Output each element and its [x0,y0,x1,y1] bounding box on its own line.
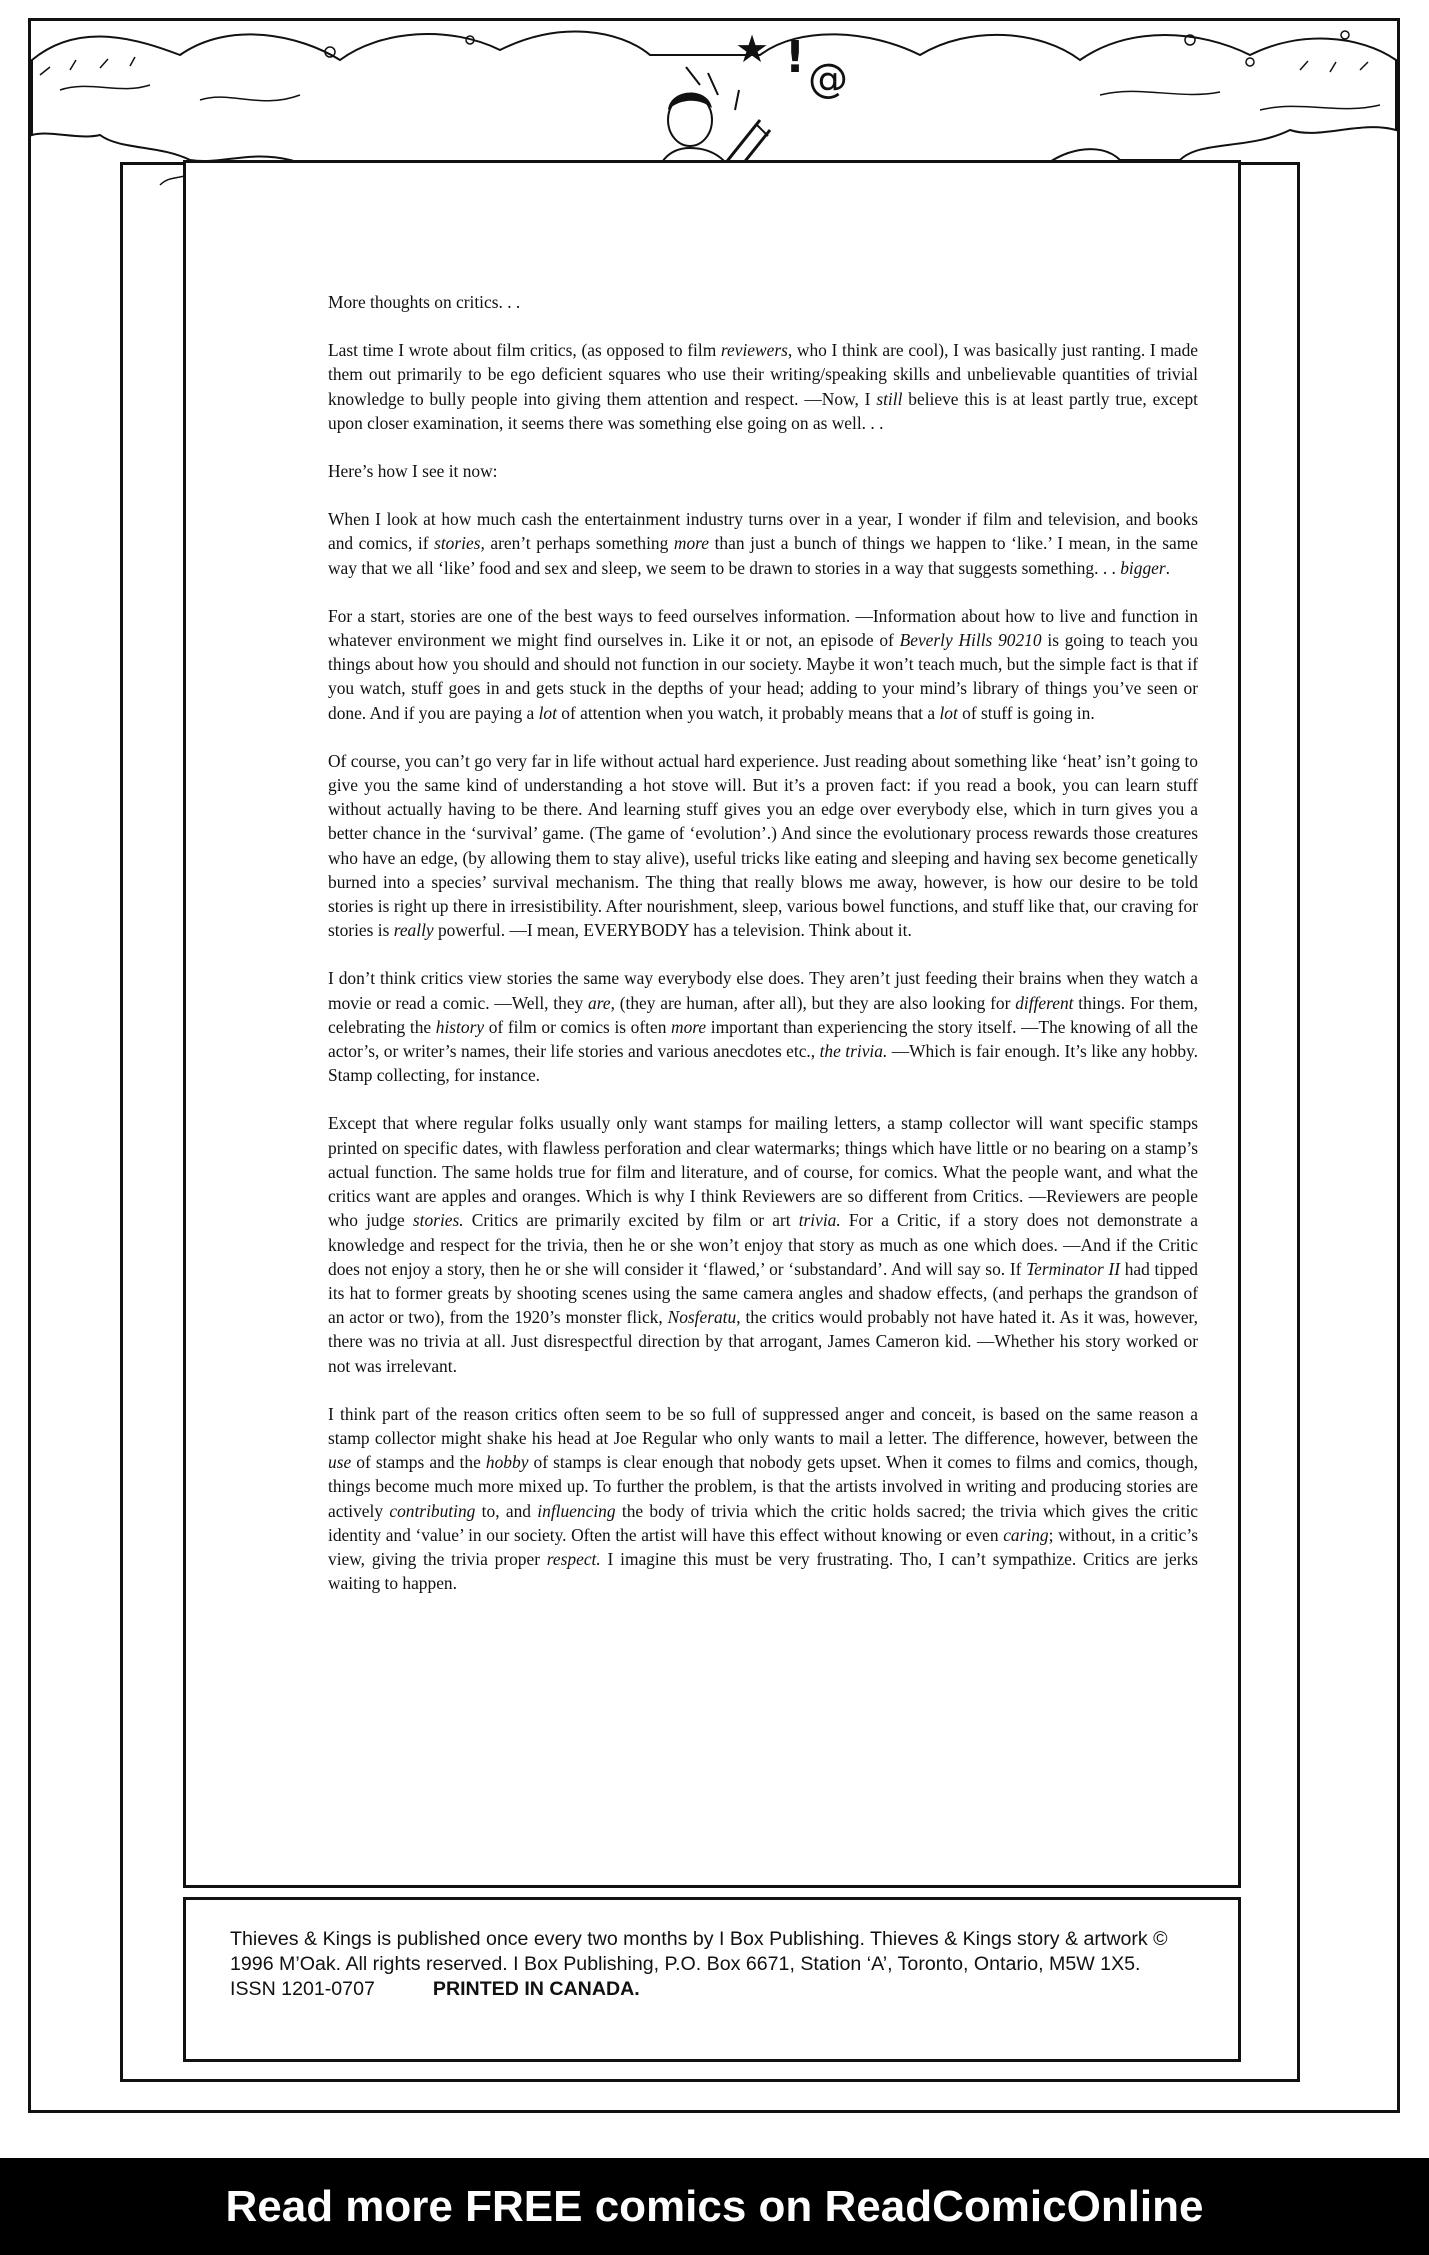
italic-text: trivia. [798,1210,841,1231]
publisher-info: Thieves & Kings is published once every two months by I Box Publishing. Thieves & Kings story & artwork © 1996 M’Oak. All rights reserved. I Box Publishing, P.O. Box 6671, Station ‘A’, Toronto, Ontario, M5W 1X5. ISSN 1201-0707 [230,1928,1168,2000]
paragraph-text: of stuff is going in. [957,702,1095,723]
printed-in-canada: PRINTED IN CANADA. [432,1978,640,2000]
paragraph-text: I imagine this must be very frustrating. Tho, I can’t sympathize. Critics are jerks waiting to happen. [328,1548,1198,1594]
italic-text: stories. [412,1210,464,1231]
paragraph-text: of stamps is clear enough that nobody gets upset. When it comes to films and comics, though, things become much more mixed up. To further the problem, is that the artists involved in writing and producing stories are actively [328,1452,1198,1521]
italic-text: Nosferatu [667,1307,737,1328]
paragraph-text: of attention when you watch, it probably means that a [556,702,940,723]
italic-text: Beverly Hills 90210 [899,630,1042,651]
paragraph-text: Of course, you can’t go very far in life without actual hard experience. Just reading about something like ‘heat’ isn’t going to give you the same kind of understanding a hot stove will. But it’s a proven fact: if you read a book, you can learn stuff without actually having to be there. And learning stuff gives you an edge over everybody else, which in turn gives you a better chance in the ‘survival’ game. (The game of ‘evolution’.) And since the evolutionary process rewards those creatures who have an edge, (by allowing them to stay alive), useful tricks like eating and sleeping and having sex become genetically burned into a species’ survival mechanism. The thing that really blows me away, however, is how our desire to be told stories is right up there in irresistibility. After nourishment, sleep, various bowel functions, and stuff like that, our craving for stories is [328,750,1198,941]
italic-text: lot [939,702,958,723]
paragraph-text: More thoughts on critics. . . [328,292,521,312]
article-paragraph [328,338,1198,435]
article-paragraph [328,749,1198,943]
paragraph-text: aren’t perhaps something [484,533,674,554]
italic-text: hobby [485,1452,529,1473]
paragraph-text: powerful. —I mean, EVERYBODY has a television. Think about it. [433,920,912,941]
italic-text: influencing [537,1500,616,1521]
article-paragraph [328,1402,1198,1596]
italic-text: are [588,992,611,1013]
publisher-notice [230,1927,1190,2002]
paragraph-text: I don’t think critics view stories the same way everybody else does. They aren’t just feeding their brains when they watch a movie or read a comic. —Well, they [328,968,1198,1013]
at-symbol: @ [808,56,848,102]
italic-text: reviewers [720,340,788,361]
italic-text: Terminator II [1026,1258,1121,1279]
italic-text: more [671,1016,707,1037]
italic-text: respect. [546,1548,601,1569]
paragraph-text: . [1165,557,1170,578]
paragraph-text: , (they are human, after all), but they are also looking for [610,992,1016,1013]
paragraph-text: , the critics would probably not have hated it. As it was, however, there was no trivia at all. Just disrespectful direction by that arrogant, James Cameron kid. —Whether his story worked or not was irrelevant. [328,1307,1198,1376]
italic-text: history [435,1016,485,1037]
article-body [328,290,1198,1619]
italic-text: use [328,1452,352,1473]
paragraph-text: , who I think are cool), I was basically just ranting. I made them out primarily to be ego deficient squares who use their writing/speaking skills and unbelievable quantities of trivial knowledge to bully people into giving them attention and respect. —Now, I [328,340,1198,409]
article-paragraph [328,290,1198,314]
italic-text: the trivia. [819,1041,888,1062]
paragraph-text: For a Critic, if a story does not demonstrate a knowledge and respect for the trivia, then he or she won’t enjoy that story as much as one which does. —And if the Critic does not enjoy a story, then he or she will consider it ‘flawed,’ or ‘substandard’. And will say so. If [328,1210,1198,1279]
paragraph-text: When I look at how much cash the entertainment industry turns over in a year, I wonder if film and television, and books and comics, if [328,509,1198,554]
paragraph-text: —Which is fair enough. It’s like any hobby. Stamp collecting, for instance. [328,1041,1198,1086]
paragraph-text: Critics are primarily excited by film or art [463,1210,799,1231]
paragraph-text: had tipped its hat to former greats by shooting scenes using the same camera angles and shadow effects, (and perhaps the grandson of an actor or two), from the 1920’s monster flick, [328,1258,1198,1328]
italic-text: lot [538,702,557,723]
italic-text: caring [1003,1524,1049,1545]
article-paragraph [328,1111,1198,1377]
paragraph-text: than just a bunch of things we happen to ‘like.’ I mean, in the same way that we all ‘like’ food and sex and sleep, we seem to be drawn to stories in a way that suggests something. . . [328,533,1198,578]
article-paragraph [328,459,1198,483]
article-paragraph [328,604,1198,725]
paragraph-text: believe this is at least partly true, except upon closer examination, it seems there was something else going on as well. . . [328,388,1198,433]
paragraph-text: important than experiencing the story itself. —The knowing of all the actor’s, or writer’s names, their life stories and various anecdotes etc., [328,1016,1199,1062]
paragraph-text: I think part of the reason critics often seem to be so full of suppressed anger and conceit, is based on the same reason a stamp collector might shake his head at Joe Regular who only wants to mail a letter. The difference, however, between the [328,1403,1198,1448]
paragraph-text: things. For them, celebrating the [328,992,1199,1037]
italic-text: contributing [389,1500,476,1521]
article-paragraph [328,966,1198,1087]
paragraph-text: Last time I wrote about film critics, (as opposed to film [328,340,721,361]
paragraph-text: Here’s how I see it now: [328,461,498,482]
paragraph-text: ; without, in a critic’s view, giving the trivia proper [328,1524,1198,1569]
italic-text: different [1015,992,1074,1013]
paragraph-text: to, and [475,1500,538,1521]
italic-text: still [876,388,903,409]
italic-text: bigger [1120,557,1166,578]
paragraph-text: For a start, stories are one of the best ways to feed ourselves information. —Information about how to live and function in whatever environment we might find ourselves in. Like it or not, an episode of [328,605,1198,651]
star-symbol: ★ [735,27,770,71]
italic-text: stories, [434,533,485,554]
paragraph-text: of stamps and the [351,1452,486,1473]
exclamation-symbol: ! [785,32,806,83]
article-paragraph [328,507,1198,580]
italic-text: more [673,533,710,554]
italic-text: really [393,920,434,941]
paragraph-text: is going to teach you things about how you should and should not function in our society. Maybe it won’t teach much, but the simple fact is that if you watch, stuff goes in and gets stuck in the depths of your head; adding to your mind’s library of things you’ve seen or done. And if you are paying a [328,630,1198,723]
paragraph-text: the body of trivia which the critic holds sacred; the trivia which gives the critic identity and ‘value’ in our society. Often the artist will have this effect without knowing or even [328,1500,1199,1545]
paragraph-text: of film or comics is often [484,1016,672,1037]
promo-banner-text: Read more FREE comics on ReadComicOnline [225,2181,1204,2231]
promo-banner[interactable] [0,2158,1429,2255]
paragraph-text: Except that where regular folks usually only want stamps for mailing letters, a stamp collector will want specific stamps printed on specific dates, with flawless perforation and clear watermarks; things which have little or no bearing on a stamp’s actual function. The same holds true for film and literature, and of course, for comics. What the people want, and what the critics want are apples and oranges. Which is why I think Reviewers are so different from Critics. —Reviewers are people who judge [328,1113,1198,1231]
